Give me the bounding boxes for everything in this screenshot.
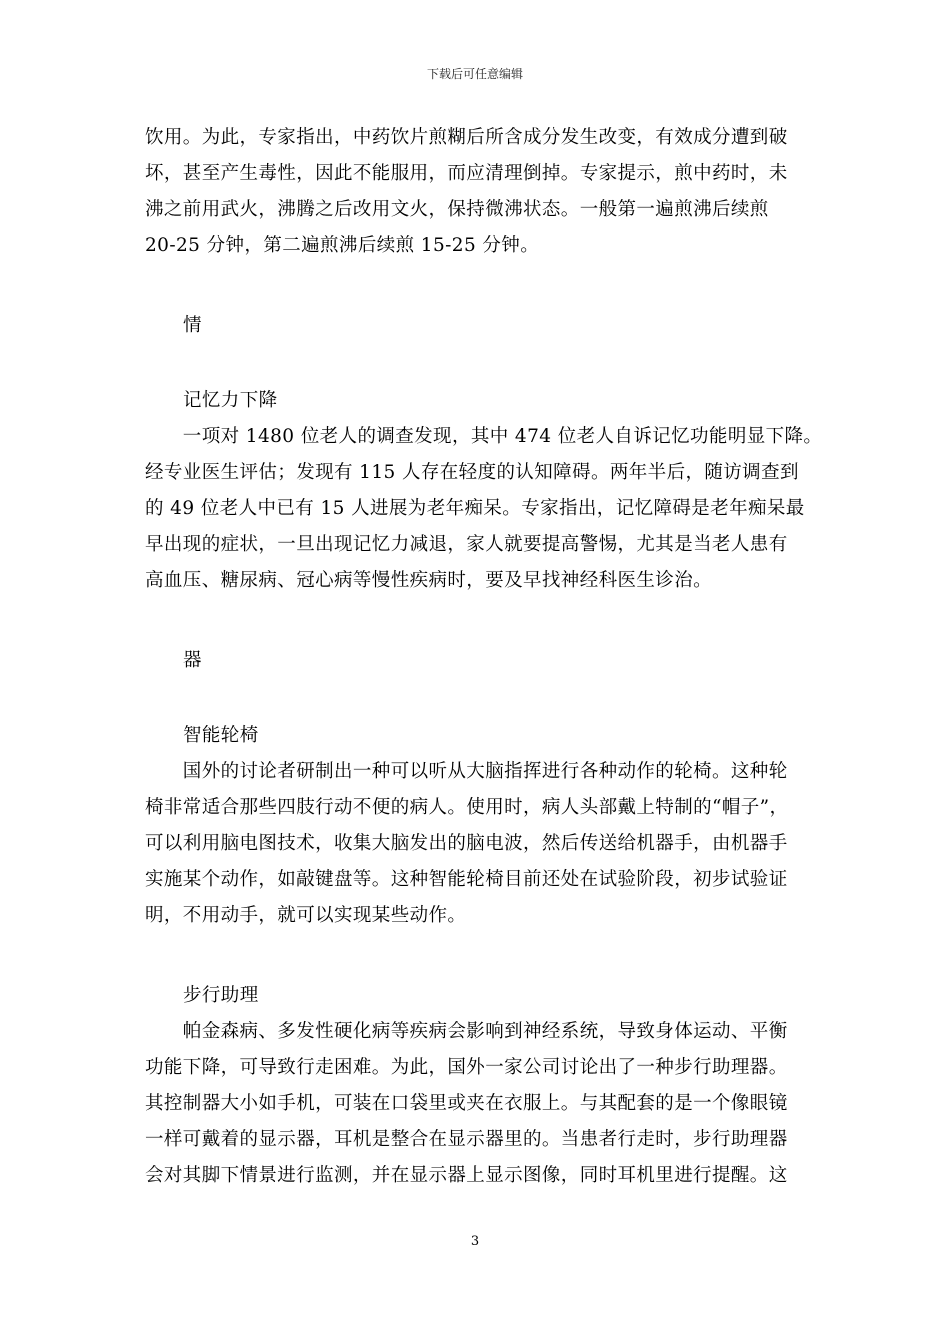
page-number: 3 — [470, 1234, 480, 1249]
paragraph-line: 高血压、糖尿病、冠心病等慢性疾病时，要及早找神经科医生诊治。 — [145, 570, 713, 591]
paragraph-line: 的 49 位老人中已有 15 人进展为老年痴呆。专家指出，记忆障碍是老年痴呆最 — [145, 498, 805, 519]
paragraph-decoction — [145, 120, 810, 264]
section-heading-qing: 情 — [183, 315, 202, 336]
paragraph-line: 20-25 分钟，第二遍煎沸后续煎 15-25 分钟。 — [145, 235, 540, 256]
paragraph-line: 其控制器大小如手机，可装在口袋里或夹在衣服上。与其配套的是一个像眼镜 — [145, 1093, 788, 1114]
paragraph-wheelchair — [145, 754, 810, 934]
page-header: 下载后可任意编辑 — [426, 67, 523, 81]
paragraph-line: 明，不用动手，就可以实现某些动作。 — [145, 905, 467, 926]
paragraph-line: 一样可戴着的显示器，耳机是整合在显示器里的。当患者行走时，步行助理器 — [145, 1129, 788, 1150]
paragraph-line: 实施某个动作，如敲键盘等。这种智能轮椅目前还处在试验阶段，初步试验证 — [145, 869, 788, 890]
paragraph-line: 沸之前用武火，沸腾之后改用文火，保持微沸状态。一般第一遍煎沸后续煎 — [145, 199, 769, 220]
paragraph-memory — [145, 419, 823, 599]
section-heading-wheelchair: 智能轮椅 — [183, 725, 259, 746]
paragraph-line: 功能下降，可导致行走困难。为此，国外一家公司讨论出了一种步行助理器。 — [145, 1057, 788, 1078]
paragraph-line: 会对其脚下情景进行监测，并在显示器上显示图像，同时耳机里进行提醒。这 — [145, 1165, 788, 1186]
paragraph-line: 可以利用脑电图技术，收集大脑发出的脑电波，然后传送给机器手，由机器手 — [145, 833, 788, 854]
paragraph-line: 椅非常适合那些四肢行动不便的病人。使用时，病人头部戴上特制的“帽子”， — [145, 797, 789, 818]
paragraph-line: 坏，甚至产生毒性，因此不能服用，而应清理倒掉。专家提示，煎中药时，未 — [145, 163, 788, 184]
paragraph-line: 经专业医生评估；发现有 115 人存在轻度的认知障碍。两年半后，随访调查到 — [145, 462, 799, 483]
paragraph-walking — [145, 1014, 810, 1194]
paragraph-line: 帕金森病、多发性硬化病等疾病会影响到神经系统，导致身体运动、平衡 — [145, 1021, 788, 1042]
section-heading-memory: 记忆力下降 — [183, 390, 278, 411]
section-heading-qi: 器 — [183, 650, 202, 671]
paragraph-line: 饮用。为此，专家指出，中药饮片煎糊后所含成分发生改变，有效成分遭到破 — [145, 127, 788, 148]
paragraph-line: 早出现的症状，一旦出现记忆力减退，家人就要提高警惕，尤其是当老人患有 — [145, 534, 788, 555]
paragraph-line: 国外的讨论者研制出一种可以听从大脑指挥进行各种动作的轮椅。这种轮 — [145, 761, 788, 782]
paragraph-line: 一项对 1480 位老人的调查发现，其中 474 位老人自诉记忆功能明显下降。 — [145, 426, 823, 447]
section-heading-walking: 步行助理 — [183, 985, 259, 1006]
